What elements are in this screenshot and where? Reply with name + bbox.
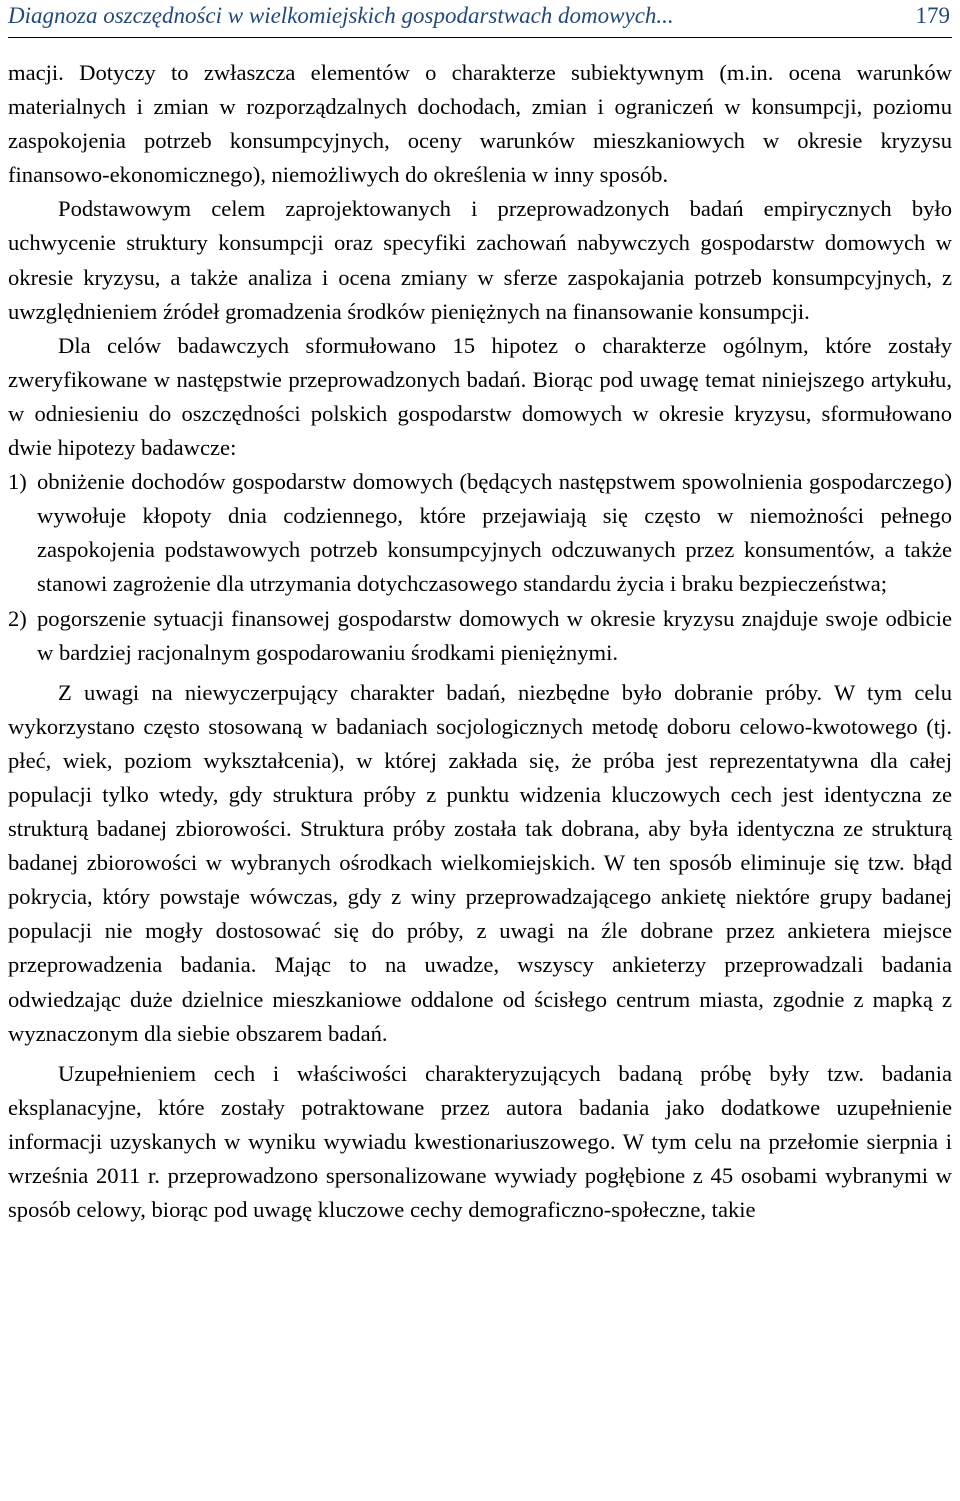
list-item xyxy=(8,602,952,670)
paragraph-research-goal: Podstawowym celem zaprojektowanych i przeprowadzonych badań empirycznych było uchwycenie struktury konsumpcji oraz specyfiki zachowań nabywczych gospodarstw domowych w okresie kryzysu, a także analiza i ocena zmiany w sferze zaspokajania potrzeb konsumpcyjnych, z uwzględnieniem źródeł gromadzenia środków pieniężnych na finansowanie konsumpcji. xyxy=(8,196,952,324)
list-item xyxy=(8,465,952,601)
paragraph-explanatory-research: Uzupełnieniem cech i właściwości charakteryzujących badaną próbę były tzw. badania eksplanacyjne, które zostały potraktowane przez autora badania jako dodatkowe uzupełnienie informacji uzyskanych w wyniku wywiadu kwestionariuszowego. W tym celu na przełomie sierpnia i września 2011 r. przeprowadzono spersonalizowane wywiady pogłębione z 45 osobami wybranymi w sposób celowy, biorąc pod uwagę kluczowe cechy demograficzno-społeczne, takie xyxy=(8,1060,952,1223)
paragraph-hypotheses-intro: Dla celów badawczych sformułowano 15 hipotez o charakterze ogólnym, które zostały zweryfikowane w następstwie przeprowadzonych badań. Biorąc pod uwagę temat niniejszego artykułu, w odniesieniu do oszczędności polskich gospodarstw domowych w okresie kryzysu, sformułowano dwie hipotezy badawcze: xyxy=(8,332,952,461)
paragraph-continuation: macji. Dotyczy to zwłaszcza elementów o charakterze subiektywnym (m.in. ocena warunków materialnych i zmian w rozporządzalnych dochodach, zmian i ograniczeń w konsumpcji, poziomu zaspokojenia potrzeb konsumpcyjnych, oceny warunków mieszkaniowych w okresie kryzysu finansowo-ekonomicznego), niemożliwych do określenia w inny sposób. xyxy=(8,60,952,188)
running-header-title: Diagnoza oszczędności w wielkomiejskich gospodarstwach domowych... xyxy=(8,3,674,28)
list-item-number: 2) xyxy=(8,605,27,631)
list-item-text: obniżenie dochodów gospodarstw domowych (będących następstwem spowolnienia gospodarczego) wywołuje kłopoty dnia codziennego, które przejawiają się często w niemożności pełnego zaspokojenia podstawowych potrzeb konsumpcyjnych odczuwanych przez konsumentów, a także stanowi zagrożenie dla utrzymania dotychczasowego standardu życia i braku bezpieczeństwa; xyxy=(37,469,952,597)
list-item-text: pogorszenie sytuacji finansowej gospodarstw domowych w okresie kryzysu znajduje swoje odbicie w bardziej racjonalnym gospodarowaniu środkami pieniężnymi. xyxy=(37,605,952,665)
running-header xyxy=(8,0,952,38)
body-text xyxy=(8,56,952,1227)
paragraph-sampling: Z uwagi na niewyczerpujący charakter badań, niezbędne było dobranie próby. W tym celu wykorzystano często stosowaną w badaniach socjologicznych metodę doboru celowo-kwotowego (tj. płeć, wiek, poziom wykształcenia), w której zakłada się, że próba jest reprezentatywna dla całej populacji tylko wtedy, gdy struktura próby z punktu widzenia kluczowych cech jest identyczna ze strukturą badanej zbiorowości. Struktura próby została tak dobrana, aby była identyczna ze strukturą badanej zbiorowości w wybranych ośrodkach wielkomiejskich. W ten sposób eliminuje się tzw. błąd pokrycia, który powstaje wówczas, gdy z winy przeprowadzającego ankietę niektóre grupy badanej populacji nie mogły dostosować się do próby, z uwagi na źle dobrane przez ankietera miejsce przeprowadzenia badania. Mając to na uwadze, wszyscy ankieterzy przeprowadzali badania odwiedzając duże dzielnice mieszkaniowe oddalone od ścisłego centrum miasta, zgodnie z mapką z wyznaczonym dla siebie obszarem badań. xyxy=(8,679,952,1046)
hypotheses-list xyxy=(8,465,952,670)
list-item-number: 1) xyxy=(8,469,27,495)
page-number: 179 xyxy=(915,3,950,28)
